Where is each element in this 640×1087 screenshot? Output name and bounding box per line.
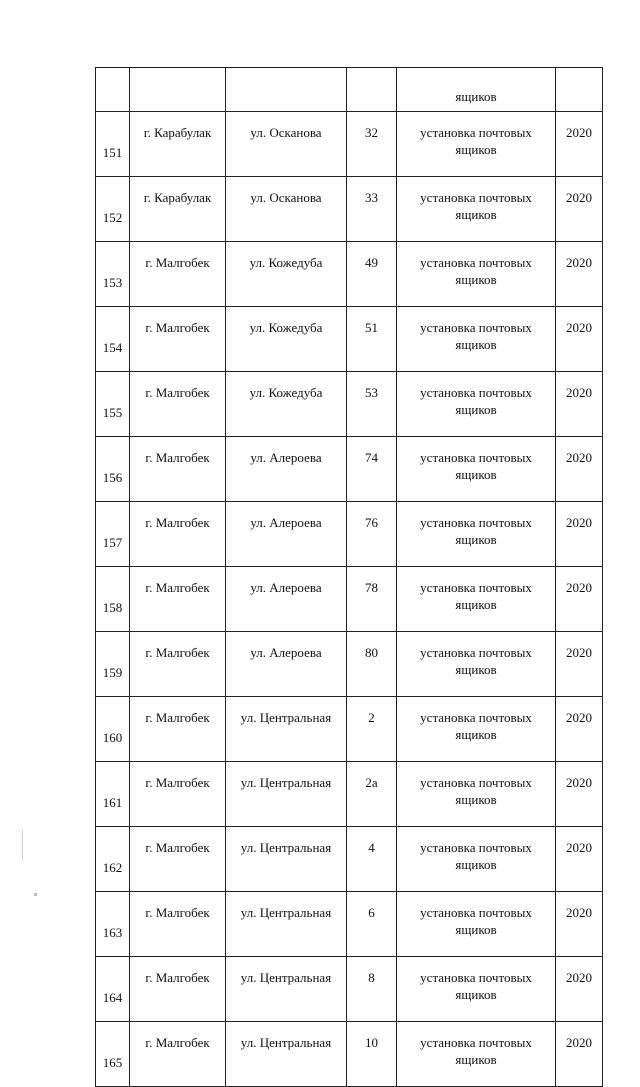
table-row: [96, 697, 603, 762]
cell-year: 2020: [556, 1022, 603, 1087]
table-row: [96, 632, 603, 697]
cell-house: 10: [347, 1022, 397, 1087]
cell-city: г. Малгобек: [130, 827, 226, 892]
cell-city: г. Малгобек: [130, 307, 226, 372]
cell-work: [397, 372, 556, 437]
cell-house: 2: [347, 697, 397, 762]
cell-city: г. Малгобек: [130, 502, 226, 567]
cell-house: 80: [347, 632, 397, 697]
cell-street: ул. Осканова: [226, 112, 347, 177]
cell-city: г. Малгобек: [130, 1022, 226, 1087]
cell-city: г. Малгобек: [130, 762, 226, 827]
cell-num: 163: [96, 892, 130, 957]
cell-city: г. Малгобек: [130, 697, 226, 762]
cell-work: [397, 177, 556, 242]
cell-year: 2020: [556, 632, 603, 697]
work-text: установка почтовых ящиков: [420, 775, 532, 807]
cell-house: 8: [347, 957, 397, 1022]
cell-year: 2020: [556, 177, 603, 242]
work-text: установка почтовых ящиков: [420, 710, 532, 742]
cell-house: 51: [347, 307, 397, 372]
cell-work: [397, 567, 556, 632]
cell-street: ул. Центральная: [226, 957, 347, 1022]
cell-work: [397, 827, 556, 892]
table-row: [96, 567, 603, 632]
cell-work: [397, 1022, 556, 1087]
cell-work: [397, 502, 556, 567]
cell-work: [397, 697, 556, 762]
cell-street: ул. Кожедуба: [226, 242, 347, 307]
work-text: установка почтовых ящиков: [420, 125, 532, 157]
work-text: установка почтовых ящиков: [420, 905, 532, 937]
cell-street: ул. Алероева: [226, 567, 347, 632]
works-table: [95, 67, 603, 1087]
table-row: [96, 177, 603, 242]
cell-year: 2020: [556, 502, 603, 567]
work-text: установка почтовых ящиков: [420, 1035, 532, 1067]
cell-num: 164: [96, 957, 130, 1022]
work-text: установка почтовых ящиков: [420, 385, 532, 417]
cell-year: [556, 68, 603, 112]
cell-city: г. Малгобек: [130, 567, 226, 632]
works-table-body: [96, 68, 603, 1087]
cell-city: г. Малгобек: [130, 372, 226, 437]
cell-year: 2020: [556, 827, 603, 892]
cell-house: 32: [347, 112, 397, 177]
cell-work: [397, 112, 556, 177]
cell-city: г. Малгобек: [130, 892, 226, 957]
cell-street: [226, 68, 347, 112]
work-text: установка почтовых ящиков: [420, 255, 532, 287]
cell-work: [397, 437, 556, 502]
work-text: установка почтовых ящиков: [420, 840, 532, 872]
cell-street: ул. Центральная: [226, 892, 347, 957]
cell-city: г. Карабулак: [130, 177, 226, 242]
work-text: установка почтовых ящиков: [420, 190, 532, 222]
cell-num: 156: [96, 437, 130, 502]
cell-city: г. Малгобек: [130, 632, 226, 697]
cell-house: 74: [347, 437, 397, 502]
cell-year: 2020: [556, 242, 603, 307]
continued-row: [96, 68, 603, 112]
cell-house: 6: [347, 892, 397, 957]
cell-street: ул. Осканова: [226, 177, 347, 242]
cell-house: 53: [347, 372, 397, 437]
cell-year: 2020: [556, 372, 603, 437]
cell-year: 2020: [556, 762, 603, 827]
cell-year: 2020: [556, 437, 603, 502]
cell-num: 162: [96, 827, 130, 892]
work-text: установка почтовых ящиков: [420, 645, 532, 677]
cell-num: 153: [96, 242, 130, 307]
table-row: [96, 827, 603, 892]
cell-year: 2020: [556, 697, 603, 762]
cell-city: г. Малгобек: [130, 437, 226, 502]
cell-city: г. Малгобек: [130, 957, 226, 1022]
cell-street: ул. Алероева: [226, 502, 347, 567]
cell-work: [397, 307, 556, 372]
cell-num: 155: [96, 372, 130, 437]
table-row: [96, 437, 603, 502]
cell-street: ул. Центральная: [226, 1022, 347, 1087]
table-row: [96, 762, 603, 827]
work-text: установка почтовых ящиков: [420, 450, 532, 482]
cell-num: 158: [96, 567, 130, 632]
cell-work: [397, 632, 556, 697]
cell-num: 161: [96, 762, 130, 827]
cell-city: г. Малгобек: [130, 242, 226, 307]
table-row: [96, 112, 603, 177]
cell-street: ул. Центральная: [226, 697, 347, 762]
table-row: [96, 502, 603, 567]
work-text: установка почтовых ящиков: [420, 515, 532, 547]
cell-year: 2020: [556, 307, 603, 372]
cell-num: 165: [96, 1022, 130, 1087]
cell-num: 151: [96, 112, 130, 177]
work-text: установка почтовых ящиков: [420, 970, 532, 1002]
work-text: установка почтовых ящиков: [420, 320, 532, 352]
table-row: [96, 242, 603, 307]
cell-street: ул. Центральная: [226, 827, 347, 892]
cell-num: 160: [96, 697, 130, 762]
table-row: [96, 957, 603, 1022]
cell-street: ул. Алероева: [226, 632, 347, 697]
cell-work: [397, 242, 556, 307]
cell-street: ул. Алероева: [226, 437, 347, 502]
table-row: [96, 892, 603, 957]
cell-num: [96, 68, 130, 112]
cell-work: [397, 762, 556, 827]
cell-street: ул. Кожедуба: [226, 372, 347, 437]
cell-year: 2020: [556, 112, 603, 177]
cell-work: ящиков: [397, 68, 556, 112]
scan-speck: [34, 893, 37, 896]
cell-work: [397, 957, 556, 1022]
table-row: [96, 307, 603, 372]
table-row: [96, 372, 603, 437]
cell-house: [347, 68, 397, 112]
cell-year: 2020: [556, 567, 603, 632]
cell-num: 157: [96, 502, 130, 567]
cell-year: 2020: [556, 957, 603, 1022]
cell-house: 76: [347, 502, 397, 567]
cell-house: 2а: [347, 762, 397, 827]
cell-house: 33: [347, 177, 397, 242]
cell-city: г. Карабулак: [130, 112, 226, 177]
scan-margin-line: [22, 830, 23, 860]
cell-house: 4: [347, 827, 397, 892]
cell-num: 154: [96, 307, 130, 372]
cell-year: 2020: [556, 892, 603, 957]
cell-city: [130, 68, 226, 112]
cell-work: [397, 892, 556, 957]
table-row: [96, 1022, 603, 1087]
cell-street: ул. Кожедуба: [226, 307, 347, 372]
cell-street: ул. Центральная: [226, 762, 347, 827]
cell-house: 49: [347, 242, 397, 307]
cell-house: 78: [347, 567, 397, 632]
work-text: установка почтовых ящиков: [420, 580, 532, 612]
cell-num: 159: [96, 632, 130, 697]
cell-num: 152: [96, 177, 130, 242]
